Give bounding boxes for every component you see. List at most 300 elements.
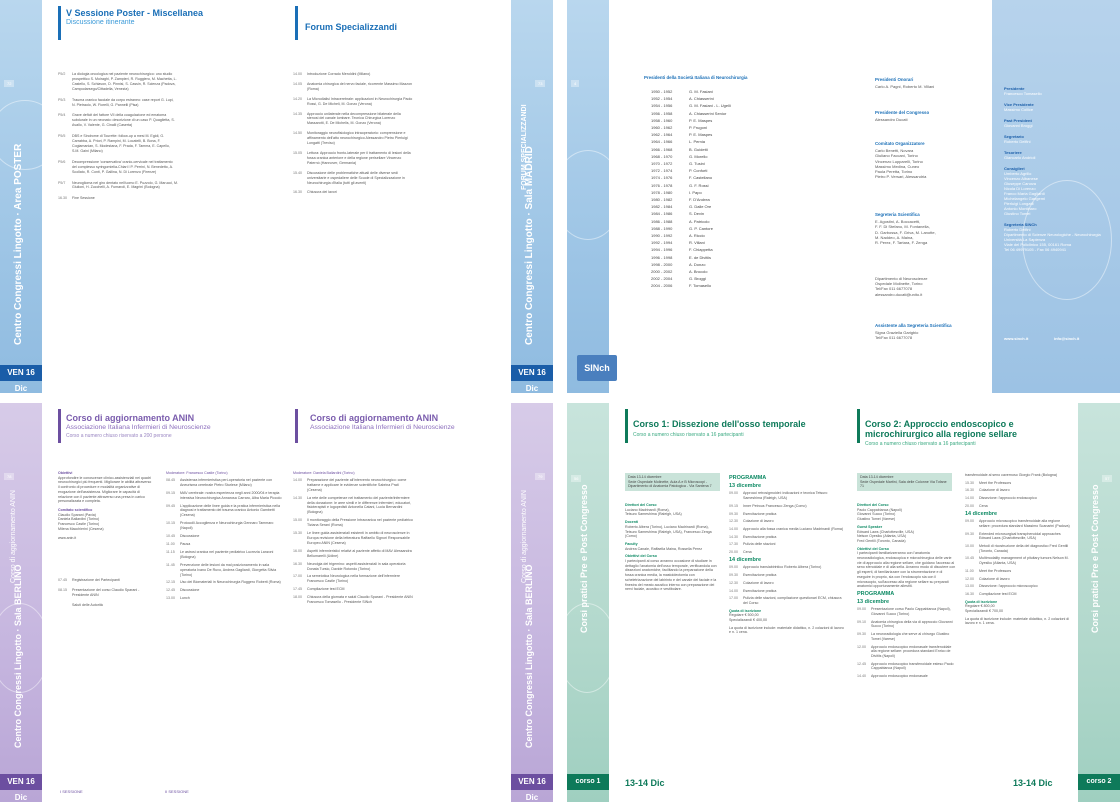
time-label: 12.30 <box>729 580 738 585</box>
president-name: G. M. Fasiani <box>689 89 713 94</box>
schedule-text: Fine Sessione <box>72 196 95 201</box>
page-number: 56 <box>571 475 581 482</box>
time-label: 12.15 <box>166 580 175 585</box>
side-venue-label: Centro Congressi Lingotto · Area POSTER <box>13 143 24 345</box>
time-label: 10.00 <box>965 544 974 549</box>
schedule-text: Trauma cranico facciale da corpo estraneo: case report G. Lupi, N. Pietraolo, W. Fiorelli, G. Pannelli (Pisa) <box>72 97 174 107</box>
program-text: Approccio endoscopico transfenoidale esteso Paolo Cappabianca (Napoli) <box>871 661 954 671</box>
year-range: 1966 - 1968 <box>651 146 673 152</box>
group-line: Giuliano Faccani, Torino <box>875 153 918 159</box>
title-accent-bar <box>58 409 61 443</box>
schedule-row <box>166 542 286 547</box>
schedule-text: Aspetti infermieristici relativi al paziente affetto di MAV Alessandra Bellumarelli (Udine) <box>307 548 412 558</box>
schedule-text: Il monitoraggio della Pressione Intracranica nel paziente pediatrico Tiziana Serani (Roma) <box>307 518 413 528</box>
program-row <box>729 512 844 517</box>
president-row <box>651 182 791 189</box>
program-text: Anatomia chirurgica della via di approccio Giovanni Succo (Torino) <box>871 619 953 629</box>
left-sidebar-band <box>567 403 609 802</box>
schedule-row <box>293 562 413 572</box>
program-row <box>857 645 957 659</box>
block-heading: Direttori del Corso <box>625 503 657 507</box>
schedule-row <box>166 478 286 488</box>
president-row <box>651 275 791 282</box>
officer-group <box>1004 86 1114 96</box>
course2-details <box>857 503 957 682</box>
president-row <box>651 268 791 275</box>
time-label: 12.30 <box>729 519 738 524</box>
schedule-row <box>293 531 413 546</box>
year-range: 1980 - 1982 <box>651 197 673 203</box>
schedule-text: Monitoraggio neurofisiologico intraoperatorio: comprensione e affinamento dell'atto neurochirurgico Alessandro Pietro Pierluigi Longatti (Treviso) <box>307 131 408 146</box>
schedule-row <box>293 82 413 92</box>
time-label: 17.00 <box>729 596 738 601</box>
time-label: 14.00 <box>293 477 302 482</box>
time-label: 14.40 <box>857 674 866 679</box>
time-label: 10.15 <box>166 521 175 526</box>
moderator-label: Moderatore: Daniela Ballardini (Torino) <box>293 471 355 475</box>
program-row <box>965 519 1071 528</box>
program-text: Meet the Professors <box>979 480 1012 485</box>
schedule-text: L'applicazione delle linee guida e la pratica infermieristica nella diagnosi e trattamento del trauma cranico Antonio Gambetti (Cesena) <box>180 503 280 518</box>
block-text: Regolare € 800,00 Specializzandi € 700,00 <box>965 604 1003 614</box>
schedule-text: Prevenzione delle lesioni da mal posizionamento in sala operatoria Ivano De Ruvo, Andrea Gagliardi, Giorgetta Silvia (Torino) <box>180 562 277 577</box>
year-range: 1974 - 1976 <box>651 175 673 181</box>
time-label: 16.30 <box>58 196 67 201</box>
schedule-text: Chiusura dei lavori <box>307 190 337 195</box>
time-label: P5/6 <box>58 159 66 164</box>
time-label: 09.15 <box>166 490 175 495</box>
block-heading: Faculty <box>625 541 638 546</box>
section-title: V Sessione Poster - Miscellanea <box>66 8 204 18</box>
officer-name: Massimo Collice <box>1004 107 1034 112</box>
group-line: Paola Peretta, Torino <box>875 169 913 175</box>
schedule-text: Lunch <box>180 596 190 601</box>
time-label: P5/3 <box>58 97 66 102</box>
program-row <box>857 632 957 641</box>
program-text: Compilazione test ECM <box>979 591 1017 596</box>
course2-title: Corso 2: Approccio endoscopico e microchirurgico alla regione sellare <box>865 419 1018 439</box>
year-range: 1992 - 1994 <box>651 240 673 246</box>
program-row <box>729 535 844 540</box>
year-range: 1996 - 1998 <box>651 254 673 260</box>
group-line: Dipartimento di Neuroscienze <box>875 276 928 281</box>
schedule-text: Compilazione test ECM <box>307 587 345 592</box>
president-row <box>651 261 791 268</box>
time-label: 09.10 <box>857 619 866 624</box>
schedule-text: Neuroglioma nel giro dentato nell'uomo E. Puzzolo, G. Marucci, M. Giulioni, H. Zucchelli, A. Fumaroli, E. Magrini (Bologna) <box>72 180 178 190</box>
schedule-row <box>58 181 178 191</box>
schedule-text: Discussione <box>180 534 200 539</box>
year-range: 1964 - 1966 <box>651 139 673 145</box>
officer-name: Giancarlo Andrioli <box>1004 155 1036 160</box>
time-label: 09.30 <box>729 573 738 578</box>
time-label: 09.30 <box>857 632 866 637</box>
time-label: 14.00 <box>965 496 974 501</box>
schedule-text: Registrazione dei Partecipanti <box>72 578 120 582</box>
year-range: 2002 - 2004 <box>651 276 673 282</box>
program-row <box>857 620 957 629</box>
time-label: 16.00 <box>293 548 302 553</box>
officer-group <box>1004 150 1114 160</box>
moderator-label: Moderatore: Francesco Castle (Torino) <box>166 471 228 475</box>
time-label: 16.30 <box>965 488 974 493</box>
program-text: Extended microsurgical transphenoidal approaches Edward Laws (Charlottesville, USA) <box>979 531 1061 541</box>
officer-role: Segreteria SINCh <box>1004 222 1037 227</box>
time-label: 09.30 <box>729 511 738 516</box>
schedule-row <box>166 550 286 560</box>
schedule-row <box>293 549 413 559</box>
schedule-row <box>58 113 178 128</box>
year-range: 1998 - 2000 <box>651 261 673 267</box>
decorative-architecture <box>0 603 50 693</box>
time-label: 11.15 <box>166 549 175 554</box>
schedule-row <box>293 131 413 146</box>
time-label: 12.45 <box>166 588 175 593</box>
spread-anin-course <box>0 403 553 802</box>
time-label: 12.00 <box>857 644 866 649</box>
time-label: 10.45 <box>166 534 175 539</box>
schedule-row <box>293 112 413 127</box>
group-line: E. Agostini, A. Boccacetti, <box>875 219 921 225</box>
president-name: A. Riccio <box>689 233 705 239</box>
spread-poster-forum <box>0 0 553 393</box>
schedule-row <box>58 196 178 201</box>
program-row <box>729 596 844 605</box>
president-name: F. Tomasello <box>689 283 712 289</box>
block-text: I partecipanti al corso avranno occasione di studiare in dettaglio l'anatomia dell'osso temporale, verificandola con dissezioni anatomiche, facilitando la preparazione della fossa cranica media, la mastoidectomia con scheletrizzazione del labirinto e del canale del faciale e la finestra del meato acustico interno con preparazione dei nervi faciale, acustico e vestibolare. <box>625 559 717 592</box>
program-text: Colazione di lavoro <box>743 519 774 524</box>
title-accent-bar <box>295 409 298 443</box>
time-label: 20.00 <box>965 503 974 508</box>
decorative-architecture <box>0 100 60 170</box>
side-course-label: Corsi pratici Pre e Post Congresso <box>1090 484 1100 633</box>
left-sidebar-band <box>0 0 42 393</box>
time-label: 11.00 <box>166 541 175 546</box>
schedule-text: Le linee guida assistenziali esistenti in ambito di neuroscienze in Europa revisione della letteratura Raffaello Signori Responsabile Europeo ANIN (Cesena) <box>307 531 410 545</box>
section-subtitle: Discussione itinerante <box>66 19 135 26</box>
group-line: Signa Graziella Garigbio <box>875 330 919 336</box>
president-row <box>651 196 791 203</box>
time-label: 14.50 <box>293 131 302 136</box>
program-text: Esercitazione pratica <box>743 534 777 539</box>
president-name: G. Tusini <box>689 161 705 167</box>
president-row <box>651 110 791 117</box>
sinch-logo: SINch <box>577 355 617 381</box>
program-text: Presentazione corso Paolo Cappabianca (Napoli), Giovanni Succo (Torino) <box>871 607 951 617</box>
group-line: F. F. Di Stefano, M. Fontanella, <box>875 224 930 230</box>
schedule-text: Presentazione del corso Claudio Sparani - Presidente ANIN <box>72 587 140 597</box>
course1-info-box: Data 13-14 dicembre Sede Ospedale Molinette, Aula A e B Microscopi - Dipartimento di Anatomia Patologica - Via Santena 7 <box>625 473 720 491</box>
program-row <box>729 550 844 555</box>
year-range: 2000 - 2002 <box>651 269 673 275</box>
time-label: 14.30 <box>293 495 302 500</box>
schedule-text: Decompressione 'conservativa' cranio-cervicale nel trattamento del complesso syringomielia-Chiari I P. Perrini, N. Benedetto, A. Scollato, R. Conti, P. Gallina, N. Di Lorenzo (Firenze) <box>72 159 174 174</box>
schedule-row <box>58 603 153 608</box>
block-text: Roberto Albera (Torino), Luciano Madrinardi (Roma), Tetsuro Sameshima (Raleigh, USA), Francesco Zenga (Como) <box>625 524 712 539</box>
time-label: P5/5 <box>58 134 66 139</box>
objectives-heading: Obiettivi <box>58 471 73 475</box>
schedule-text: Anatomia chirurgica del nervo faciale, ricorrente Massimo Mazzon (Roma) <box>307 81 413 91</box>
schedule-row <box>293 97 413 107</box>
president-row <box>651 239 791 246</box>
course2-capacity: Corso a numero chiuso riservato a 16 partecipanti <box>865 441 976 447</box>
president-name: A. Brocolo <box>689 269 708 275</box>
program-row <box>965 544 1071 553</box>
page-number: 72 <box>4 80 14 87</box>
schedule-text: Introduzione Corrado Meroldini (Milano) <box>307 72 371 76</box>
year-range: 1988 - 1990 <box>651 225 673 231</box>
program-row <box>729 581 844 586</box>
session-footer-1: I SESSIONE <box>60 789 83 794</box>
time-label: 16.30 <box>293 190 302 195</box>
schedule-row <box>58 578 153 583</box>
officer-group <box>1004 134 1114 144</box>
website-link[interactable]: www.sinch.it <box>1004 336 1029 341</box>
block-text: Paolo Cappabianca (Napoli) Giovanni Succo (Torino) Giustino Tomei (Varese) <box>857 507 902 522</box>
schedule-text: Lettura: Approccio fronto-laterale per il trattamento di lesioni della fossa cranica anteriore e della regione perisellare Vincenzo Paternò (Hannover, Germania) <box>307 150 411 165</box>
decorative-architecture <box>567 150 623 240</box>
course-capacity: Corso a numero chiuso riservato a 200 persone <box>66 433 172 439</box>
president-row <box>651 218 791 225</box>
program-row <box>729 527 844 532</box>
time-label: P5/2 <box>58 72 66 76</box>
program-row <box>965 592 1071 597</box>
schedule-row <box>293 518 413 528</box>
society-officers <box>1004 86 1114 258</box>
officer-name: Francesco Tomasello <box>1004 91 1042 96</box>
schedule-row <box>293 478 413 493</box>
date-badge: VEN 16 Dic <box>0 365 42 381</box>
program-text: Pulizia delle stazioni, compilazione questionari ECM, chiusura del Corso <box>743 596 842 605</box>
schedule-row <box>166 504 286 519</box>
president-name: B. Guidetti <box>689 146 708 152</box>
time-label: 09.00 <box>729 491 738 496</box>
page-number: 79 <box>535 473 545 480</box>
opening-schedule <box>58 578 153 613</box>
date-badge: VEN 16 Dic <box>0 774 42 790</box>
president-row <box>651 203 791 210</box>
schedule-row <box>58 72 178 92</box>
time-label: 11.45 <box>166 562 175 567</box>
program-text: Dissezione: l'approccio endoscopico <box>979 496 1037 501</box>
program-row <box>857 607 957 616</box>
title-accent-bar <box>625 409 628 443</box>
morning-schedule <box>166 478 286 601</box>
committee-heading: Comitato scientifico <box>58 507 93 512</box>
president-name: G. P. Cantore <box>689 225 713 231</box>
president-name: G. F. Rossi <box>689 182 709 188</box>
presidents-list <box>651 88 791 290</box>
time-label: P5/4 <box>58 113 66 118</box>
group-line: Ospedale Molinette, Torino <box>875 281 923 287</box>
block-text: Regolare € 500,00 Specializzandi € 400,00 <box>729 613 767 623</box>
program-text: Colazione di lavoro <box>743 580 774 585</box>
course-subtitle: Associazione Italiana Infermieri di Neuroscienze <box>310 424 455 431</box>
schedule-row <box>58 98 178 108</box>
schedule-row <box>58 134 178 154</box>
course1-capacity: Corso a numero chiuso riservato a 16 partecipanti <box>633 432 744 438</box>
time-label: 08.15 <box>58 587 67 592</box>
year-range: 1960 - 1962 <box>651 125 673 131</box>
schedule-row <box>293 151 413 166</box>
program-text: Metodi di ricostruzione della del diagnostico Fred Gentili (Toronto, Canada) <box>979 544 1069 553</box>
officer-group <box>1004 102 1114 112</box>
schedule-text: Grave deficit del fattore VII della coagulazione ed ematoma subdurale in un neonato: descrizione di un caso P. Quaglietta, S. Avallo, V. Valente, G. Cinalli (Caserta) <box>72 113 175 128</box>
president-name: E. de Divitiis <box>689 254 712 260</box>
president-name: G. M. Fasiani - L. Ugelli <box>689 103 731 109</box>
time-label: 14.35 <box>293 111 302 116</box>
spread-practical-courses <box>567 403 1120 802</box>
officer-group <box>1004 118 1114 128</box>
side-venue-label: Centro Congressi Lingotto · Sala MADRID <box>524 146 535 345</box>
president-name: A. Donzo <box>689 261 706 267</box>
time-label: 10.45 <box>965 556 974 561</box>
anin-website[interactable]: www.anin.it <box>58 536 77 541</box>
group-line: Tel/Fax 011 6677078 <box>875 286 913 292</box>
right-sidebar-band <box>511 403 553 802</box>
president-row <box>651 210 791 217</box>
officer-group <box>1004 166 1114 216</box>
schedule-text: DBS e Sindrome di Tourette: follow-up a mesi M. Egidi, G. Carrabba, A. Priori, P. Rampini, M. Locatelli, B. Bona, F. Cogiamanian, S. Modestana, F. Prada, F. Tamma, E. Capello, S.M. Gaini (Milano) <box>72 134 170 153</box>
program-heading: PROGRAMMA <box>857 590 895 597</box>
president-row <box>651 189 791 196</box>
program-text: Colazione di lavoro <box>979 488 1010 493</box>
program-heading: 14 dicembre <box>729 556 762 563</box>
schedule-text: La rete delle competenze nel trattamento del paziente/infermiere della donazione: le aree simili e le differenze infermieri, educatori, fisioterapisti e logopedisti Antonella Catani, Lucia Bernardini (Bologna) <box>307 495 412 515</box>
schedule-text: Le astrosi cranica nel paziente pediatrico Lucrezia Lanzoni (Bologna) <box>180 549 274 559</box>
schedule-text: Discussione delle problematiche attuali delle diverse sedi universitarie e ospedaliere delle Scuole di Specializzazione in Neurochirurgia d'Italia (tutti gli aventi) <box>307 170 405 185</box>
schedule-row <box>166 521 286 531</box>
program-row <box>965 481 1071 486</box>
program-text: Pulizia delle stazioni <box>743 542 776 547</box>
course2-info-box: Data 13-14 dicembre Sede Ospedale Martini, Sala delle Colonne Via Tofane 71 <box>857 473 952 491</box>
president-row <box>651 138 791 145</box>
time-label: 17.45 <box>293 587 302 592</box>
officer-role: Past President <box>1004 118 1032 123</box>
schedule-row <box>58 588 153 598</box>
page-number: 78 <box>4 473 14 480</box>
schedule-text: Saluti delle Autorità <box>72 602 103 607</box>
group-value: Alessandro Ducati <box>875 117 908 123</box>
program-heading: 13 dicembre <box>857 598 890 605</box>
time-label: 18.00 <box>293 595 302 600</box>
program-row <box>729 565 844 570</box>
time-label: 15.30 <box>293 531 302 536</box>
schedule-row <box>293 587 413 592</box>
program-row <box>729 504 844 509</box>
group-line: R. Perez, F. Tartara, F. Zenga <box>875 240 928 246</box>
schedule-row <box>293 595 413 605</box>
course-badge: corso 2 <box>1078 774 1120 790</box>
group-heading: Comitato Organizzatore <box>875 141 925 146</box>
block-heading: Docenti <box>625 520 639 525</box>
president-row <box>651 232 791 239</box>
president-name: P. Frugoni <box>689 125 707 131</box>
time-label <box>58 603 72 608</box>
program-heading: PROGRAMMA <box>729 475 767 481</box>
program-row <box>965 584 1071 589</box>
program-text: Esercitazione pratica <box>743 511 777 516</box>
left-sidebar-band <box>567 0 609 393</box>
time-label: 13.00 <box>166 596 175 601</box>
president-row <box>651 254 791 261</box>
officer-role: Consiglieri <box>1004 166 1025 171</box>
schedule-row <box>166 580 286 585</box>
group-heading: Presidente del Congresso <box>875 110 930 115</box>
group-line: M. Naddeo, A. Maina, <box>875 234 914 240</box>
officer-name: Umberto Agrillo Vincenzo Albanese Giuseppe Canova Nicola Di Lorenzo Franco Maria Gagliardi Michelangelo Gangemi Pierluigi Longatti Antonio Montinaro Giustino Tomei <box>1004 171 1045 216</box>
president-name: A. Chiasserini Senior <box>689 110 727 116</box>
schedule-row <box>166 588 286 593</box>
course2-program <box>965 473 1071 629</box>
president-row <box>651 95 791 102</box>
year-range: 2004 - 2006 <box>651 283 673 289</box>
program-text: Esercitazione pratica <box>743 588 777 593</box>
program-text: Inner Petrous Francesco Zenga (Como) <box>743 503 807 508</box>
time-label: 17.30 <box>729 542 738 547</box>
schedule-row <box>166 596 286 601</box>
time-label: 09.00 <box>857 607 866 612</box>
president-name: R. Villani <box>689 240 705 246</box>
program-text: Approccio endoscopico endonasale transfenoidale alla regione sellare: procedura standard Enrico de Divitiis (Napoli) <box>871 644 952 658</box>
year-range: 1954 - 1956 <box>651 103 673 109</box>
group-value: Carlo A. Pagni, Roberto M. Villani <box>875 84 935 90</box>
right-sidebar-band <box>511 0 553 393</box>
poster-list <box>58 72 178 207</box>
time-label: 11.00 <box>965 568 974 573</box>
afternoon-schedule <box>293 478 413 605</box>
schedule-text: La semeiotica Neurologica nella formazione dell'infermiere Francesco Castle (Torino) <box>307 574 400 584</box>
side-venue-label: Centro Congressi Lingotto · Sala BERLINO <box>13 564 23 748</box>
morning-session <box>166 471 286 604</box>
time-label: 07.45 <box>58 578 67 582</box>
schedule-text: Protocolli Accoglienza e Neurochirurgia Gennaro Tammaro (Napoli) <box>180 521 274 531</box>
program-row <box>965 504 1071 509</box>
time-label: 14.20 <box>293 96 302 101</box>
president-name: G. Dalle Ore <box>689 204 712 210</box>
program-text: Dissezione: l'approccio microscopico <box>979 584 1038 589</box>
program-text: Meet the Professors <box>979 568 1012 573</box>
side-top-label: FORUM SPECIALIZZANDI <box>521 104 528 190</box>
session-footer-2: II SESSIONE <box>165 789 189 794</box>
year-range: 1958 - 1960 <box>651 117 673 123</box>
program-row <box>965 569 1071 574</box>
block-text: I partecipanti familiarizzeranno con l'anatomia neuroradiologica, endoscopica e microchirurgica delle varie vie di approccio alla regione sellare, che guidano l'accesso al seno sfenoidale e di alla sella. Avranno modo di discutere con gli esperti, di familiarizzare con la strumentazione e di eseguire in proprio, sia con l'endoscopio sia con il microscopio, sull'accesso alla regione sellare su preparati anatomici opportunamente allestiti. <box>857 551 956 589</box>
president-row <box>651 153 791 160</box>
program-row <box>965 488 1071 493</box>
program-text: Approccio alla fossa cranica media Luciano Madrinardi (Roma) <box>743 526 844 531</box>
time-label: 16.30 <box>293 561 302 566</box>
email-link[interactable]: info@sinch.it <box>1054 336 1080 341</box>
president-row <box>651 117 791 124</box>
time-label: 14.00 <box>729 526 738 531</box>
decorative-architecture <box>567 603 617 693</box>
president-name: P. Conforti <box>689 168 708 174</box>
schedule-row <box>293 190 413 195</box>
time-label: 20.00 <box>729 550 738 555</box>
president-name: A. Patricolo <box>689 218 710 224</box>
year-range: 1984 - 1986 <box>651 211 673 217</box>
schedule-text: La Microdialisi Intracerebrale: applicazioni in Neurochirurgia Paolo Rossi, G. De Micheli, M. Gonzo (Verona) <box>307 96 413 106</box>
officer-role: Segretario <box>1004 134 1024 139</box>
time-label: 09.30 <box>965 531 974 536</box>
year-range: 1972 - 1974 <box>651 168 673 174</box>
schedule-row <box>293 496 413 516</box>
block-text: transfenoidale al seno cavernoso Giorgio Frank (Bologna) <box>965 473 1058 477</box>
president-row <box>651 282 791 289</box>
program-row <box>729 542 844 547</box>
left-sidebar-band <box>0 403 42 802</box>
